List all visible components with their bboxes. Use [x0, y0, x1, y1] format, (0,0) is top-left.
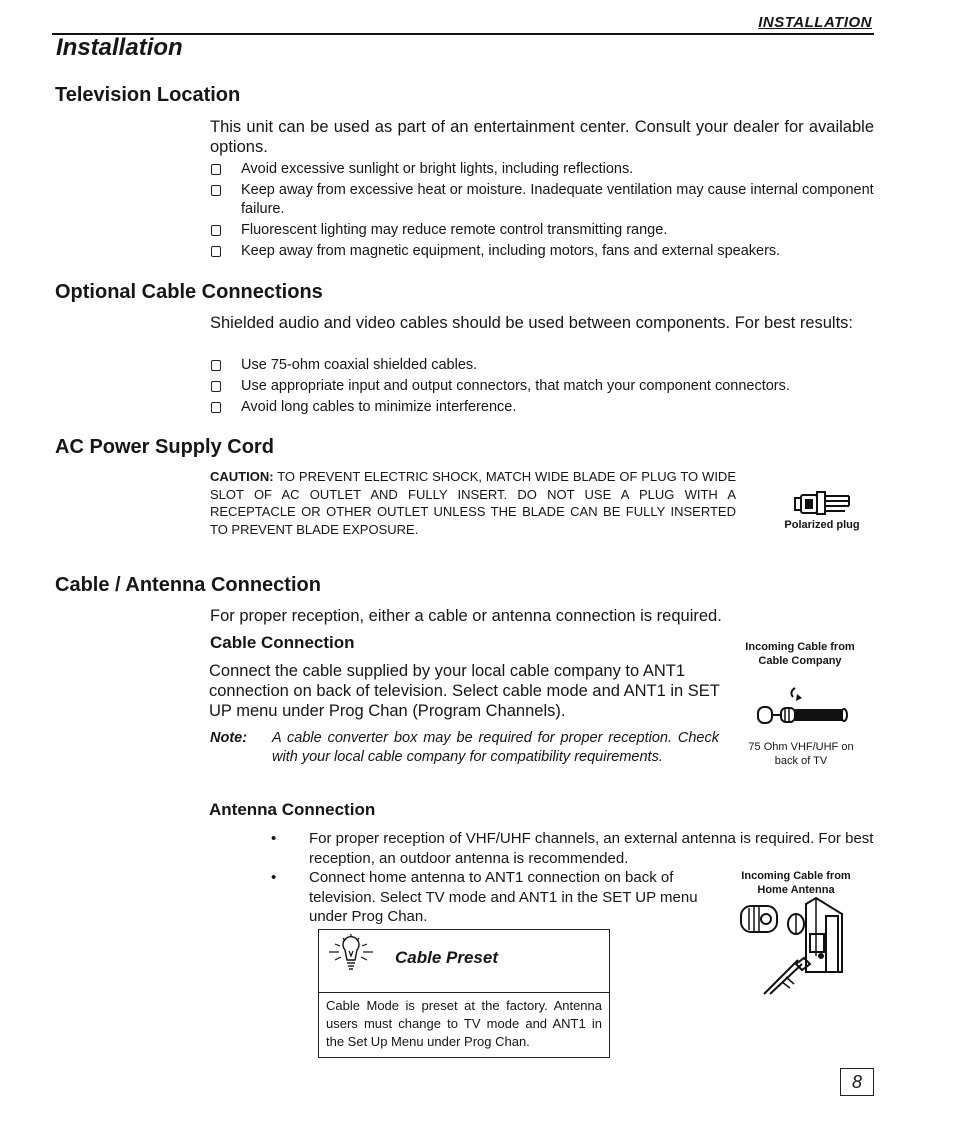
list-item: Use 75-ohm coaxial shielded cables. — [210, 356, 874, 375]
cable-connections-intro: Shielded audio and video cables should be used between components. For best results: — [210, 314, 854, 332]
list-item: • For proper reception of VHF/UHF channels, an external antenna is required. For best reception, an outdoor antenna is recommended. — [271, 830, 874, 867]
list-item: Use appropriate input and output connectors, that match your component connectors. — [210, 377, 874, 396]
tv-location-list — [210, 160, 874, 263]
antenna-connection-icon — [740, 898, 852, 996]
tv-location-intro: This unit can be used as part of an entertainment center. Consult your dealer for available options. — [210, 118, 874, 156]
list-item: Keep away from magnetic equipment, including motors, fans and external speakers. — [210, 242, 874, 261]
cable-connections-heading: Optional Cable Connections — [55, 281, 323, 303]
cable-figure-top-caption: Incoming Cable from Cable Company — [745, 641, 855, 667]
ac-power-heading: AC Power Supply Cord — [55, 436, 274, 458]
checkbox-square-icon — [211, 402, 221, 413]
list-item: Avoid excessive sunlight or bright lights, including reflections. — [210, 160, 874, 179]
antenna-intro: For proper reception, either a cable or antenna connection is required. — [210, 607, 722, 625]
checkbox-square-icon — [211, 185, 221, 196]
list-item: Keep away from excessive heat or moisture. Inadequate ventilation may cause internal component failure. — [210, 181, 874, 219]
caution-text: CAUTION: TO PREVENT ELECTRIC SHOCK, MATCH WIDE BLADE OF PLUG TO WIDE SLOT OF AC OUTLET AND FULLY INSERT. DO NOT USE A PLUG WITH A RECEPTACLE OR OTHER OUTLET UNLESS THE BLADE CAN BE FULLY INSERTED TO PREVENT BLADE EXPOSURE. — [210, 469, 736, 537]
cable-preset-title: Cable Preset — [395, 948, 498, 967]
cable-preset-box — [318, 929, 610, 1058]
cable-connection-text: Connect the cable supplied by your local cable company to ANT1 connection on back of television. Select cable mode and ANT1 in SET UP menu under Prog Chan (Program Channels). — [209, 662, 720, 720]
note-text: A cable converter box may be required for proper reception. Check with your local cable company for compatibility requirements. — [272, 730, 719, 765]
antenna-figure-caption: Incoming Cable from Home Antenna — [741, 870, 851, 896]
note-label: Note: — [210, 730, 248, 746]
antenna-connection-heading: Antenna Connection — [209, 800, 376, 819]
lightbulb-icon — [325, 936, 377, 988]
list-item: Avoid long cables to minimize interference. — [210, 398, 874, 417]
plug-caption: Polarized plug — [784, 519, 860, 531]
cable-figure-bottom-caption: 75 Ohm VHF/UHF on back of TV — [748, 741, 854, 767]
checkbox-square-icon — [211, 381, 221, 392]
cable-preset-header — [319, 930, 609, 993]
checkbox-square-icon — [211, 225, 221, 236]
polarized-plug-icon — [793, 490, 853, 516]
bullet-icon: • — [271, 869, 277, 886]
cable-preset-text: Cable Mode is preset at the factory. Antenna users must change to TV mode and ANT1 in the Set Up Menu under Prog Chan. — [326, 998, 602, 1049]
cable-connections-list — [210, 356, 874, 419]
caution-label: CAUTION: — [210, 469, 274, 484]
page-title: Installation — [56, 34, 183, 61]
checkbox-square-icon — [211, 246, 221, 257]
cable-connection-heading: Cable Connection — [210, 633, 355, 652]
list-item: • Connect home antenna to ANT1 connection on back of television. Select TV mode and ANT1 in the SET UP menu under Prog Chan. — [271, 869, 698, 925]
tv-location-heading: Television Location — [55, 84, 241, 106]
page-number: 8 — [840, 1068, 874, 1096]
bullet-icon: • — [271, 830, 277, 847]
checkbox-square-icon — [211, 164, 221, 175]
coaxial-cable-icon — [757, 684, 849, 728]
list-item: Fluorescent lighting may reduce remote control transmitting range. — [210, 221, 874, 240]
antenna-section-heading: Cable / Antenna Connection — [55, 574, 321, 596]
checkbox-square-icon — [211, 360, 221, 371]
running-head: INSTALLATION — [758, 14, 872, 31]
